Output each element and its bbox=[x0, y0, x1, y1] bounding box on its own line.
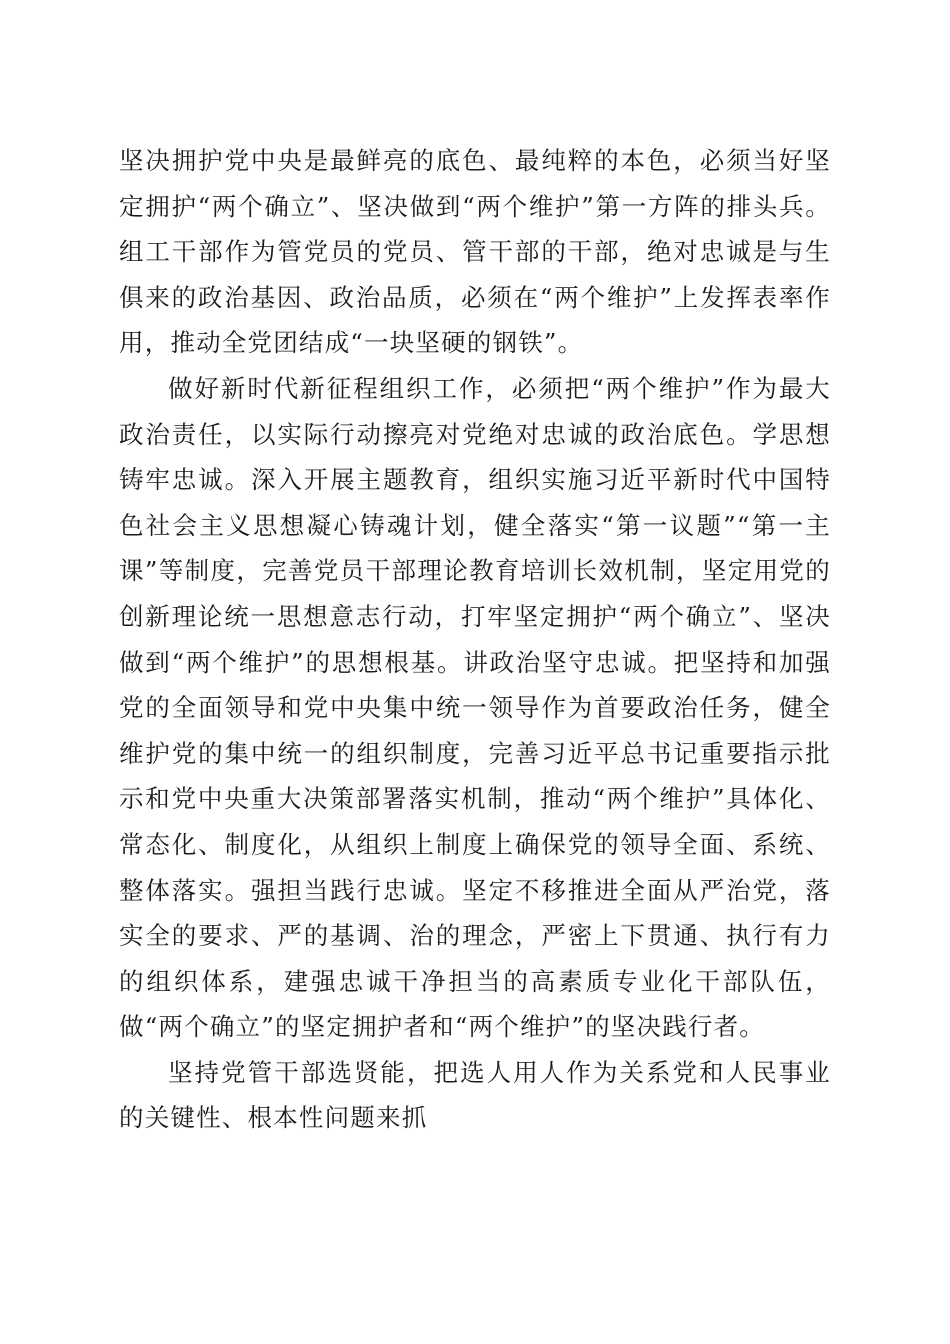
body-text bbox=[119, 138, 831, 1141]
paragraph-2: 做好新时代新征程组织工作，必须把“两个维护”作为最大政治责任，以实际行动擦亮对党绝对忠诚的政治底色。学思想铸牢忠诚。深入开展主题教育，组织实施习近平新时代中国特色社会主义思想凝心铸魂计划，健全落实“第一议题”“第一主课”等制度，完善党员干部理论教育培训长效机制，坚定用党的创新理论统一思想意志行动，打牢坚定拥护“两个确立”、坚决做到“两个维护”的思想根基。讲政治坚守忠诚。把坚持和加强党的全面领导和党中央集中统一领导作为首要政治任务，健全维护党的集中统一的组织制度，完善习近平总书记重要指示批示和党中央重大决策部署落实机制，推动“两个维护”具体化、常态化、制度化，从组织上制度上确保党的领导全面、系统、整体落实。强担当践行忠诚。坚定不移推进全面从严治党，落实全的要求、严的基调、治的理念，严密上下贯通、执行有力的组织体系，建强忠诚干净担当的高素质专业化干部队伍，做“两个确立”的坚定拥护者和“两个维护”的坚决践行者。 bbox=[119, 373, 831, 1042]
paragraph-1: 坚决拥护党中央是最鲜亮的底色、最纯粹的本色，必须当好坚定拥护“两个确立”、坚决做到“两个维护”第一方阵的排头兵。组工干部作为管党员的党员、管干部的干部，绝对忠诚是与生俱来的政治基因、政治品质，必须在“两个维护”上发挥表率作用，推动全党团结成“一块坚硬的钢铁”。 bbox=[119, 146, 831, 358]
paragraph-3: 坚持党管干部选贤能，把选人用人作为关系党和人民事业的关键性、根本性问题来抓 bbox=[119, 1057, 831, 1133]
